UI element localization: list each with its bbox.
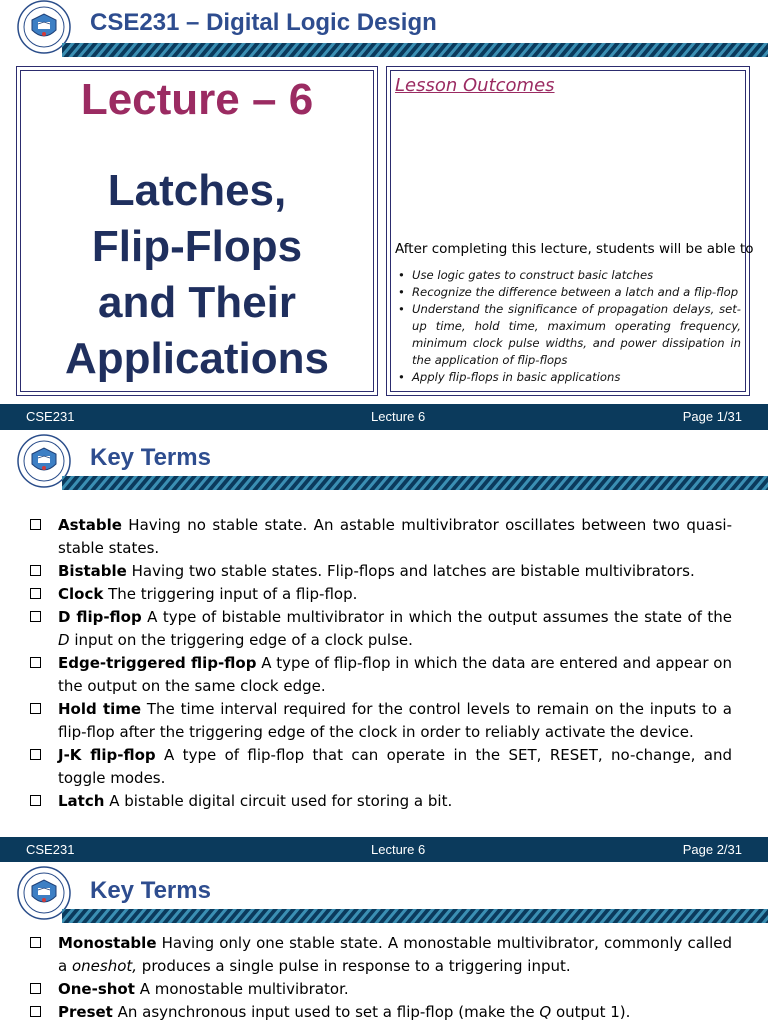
list-item: One-shot A monostable multivibrator. bbox=[28, 978, 732, 1001]
lecture-title-box bbox=[16, 66, 378, 396]
lecture-topic bbox=[21, 163, 373, 387]
header-stripe bbox=[62, 476, 768, 490]
checkbox-bullet-icon bbox=[30, 1006, 41, 1017]
list-item: Preset An asynchronous input used to set a flip-flop (make the Q output 1). bbox=[28, 1001, 732, 1024]
list-item: Astable Having no stable state. An astable multivibrator oscillates between two quasi-stable states. bbox=[28, 514, 732, 560]
slide-title: Key Terms bbox=[90, 877, 211, 904]
header-stripe bbox=[62, 909, 768, 923]
checkbox-bullet-icon bbox=[30, 795, 41, 806]
topic-line: and Their bbox=[97, 278, 297, 327]
footer-page: Page 2/31 bbox=[682, 842, 742, 857]
lecture-number: Lecture – 6 bbox=[80, 75, 314, 124]
outcome-item: • Understand the significance of propagation delays, set-up time, hold time, maximum operating frequency, minimum clock pulse widths, and power dissipation in the application of flip-flops bbox=[398, 302, 741, 367]
bullet-icon: • bbox=[398, 268, 405, 282]
bullet-icon: • bbox=[398, 370, 405, 384]
lesson-outcomes-box bbox=[386, 66, 754, 396]
footer-course: CSE231 bbox=[26, 842, 75, 857]
checkbox-bullet-icon bbox=[30, 519, 41, 530]
header-stripe bbox=[62, 43, 768, 57]
outcomes-intro: After completing this lecture, students will be able to bbox=[395, 241, 754, 257]
outcome-item: • Use logic gates to construct basic latches bbox=[398, 268, 654, 282]
topic-line: Latches, bbox=[107, 166, 287, 215]
footer-course: CSE231 bbox=[26, 409, 75, 424]
outcome-item: • Recognize the difference between a latch and a flip-flop bbox=[398, 285, 739, 299]
outcomes-list bbox=[395, 267, 741, 386]
slide-1 bbox=[0, 0, 768, 404]
bullet-icon: • bbox=[398, 302, 405, 316]
list-item: Monostable Having only one stable state. A monostable multivibrator, commonly called a oneshot, produces a single pulse in response to a triggering input. bbox=[28, 932, 732, 978]
checkbox-bullet-icon bbox=[30, 565, 41, 576]
list-item: Bistable Having two stable states. Flip-flops and latches are bistable multivibrators. bbox=[28, 560, 732, 583]
list-item: Hold time The time interval required for the control levels to remain on the inputs to a flip-flop after the triggering edge of the clock in order to reliably activate the device. bbox=[28, 698, 732, 744]
checkbox-bullet-icon bbox=[30, 588, 41, 599]
bullet-icon: • bbox=[398, 285, 405, 299]
slide-2 bbox=[0, 430, 768, 837]
checkbox-bullet-icon bbox=[30, 937, 41, 948]
key-terms-list bbox=[28, 514, 732, 813]
list-item: Clock The triggering input of a flip-flop. bbox=[28, 583, 732, 606]
topic-line: Applications bbox=[64, 334, 330, 383]
slide-footer bbox=[0, 837, 768, 863]
outcome-item: • Apply flip-flops in basic applications bbox=[398, 370, 621, 384]
topic-line: Flip-Flops bbox=[91, 222, 303, 271]
checkbox-bullet-icon bbox=[30, 611, 41, 622]
footer-lecture: Lecture 6 bbox=[371, 409, 426, 424]
checkbox-bullet-icon bbox=[30, 983, 41, 994]
checkbox-bullet-icon bbox=[30, 749, 41, 760]
list-item: Edge-triggered flip-flop A type of flip-flop in which the data are entered and appear on the output on the same clock edge. bbox=[28, 652, 732, 698]
list-item: Latch A bistable digital circuit used for storing a bit. bbox=[28, 790, 732, 813]
footer-page: Page 1/31 bbox=[682, 409, 742, 424]
checkbox-bullet-icon bbox=[30, 703, 41, 714]
checkbox-bullet-icon bbox=[30, 657, 41, 668]
key-terms-list bbox=[28, 932, 732, 1024]
list-item: J-K flip-flop A type of flip-flop that can operate in the SET, RESET, no-change, and toggle modes. bbox=[28, 744, 732, 790]
list-item: D flip-flop A type of bistable multivibrator in which the output assumes the state of the D input on the triggering edge of a clock pulse. bbox=[28, 606, 732, 652]
outcomes-heading: Lesson Outcomes bbox=[395, 75, 555, 96]
course-title: CSE231 – Digital Logic Design bbox=[90, 9, 437, 36]
slide-3 bbox=[0, 862, 768, 1024]
footer-lecture: Lecture 6 bbox=[371, 842, 426, 857]
slide-title: Key Terms bbox=[90, 444, 211, 471]
slide-footer bbox=[0, 404, 768, 430]
